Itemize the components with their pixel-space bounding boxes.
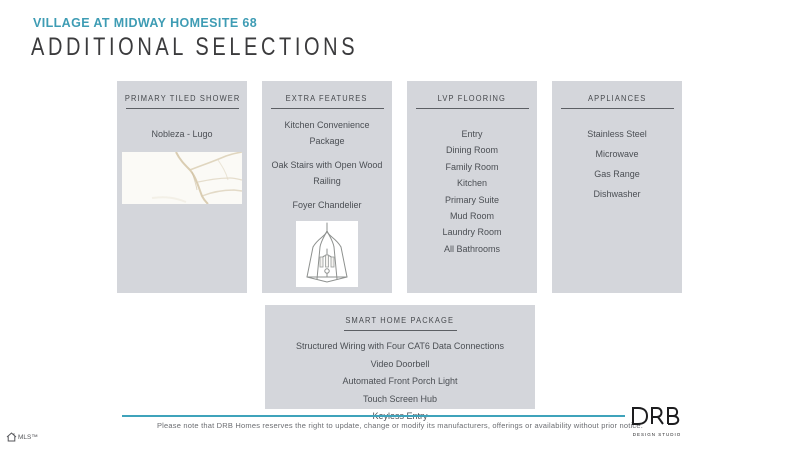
selection-item: Primary Suite: [444, 194, 499, 205]
card-primary-tiled-shower: [117, 81, 247, 293]
selection-list: [117, 129, 247, 140]
selection-item: Microwave: [595, 149, 639, 159]
page-title: ADDITIONAL SELECTIONS: [31, 33, 359, 61]
drb-logo-subtext: DESIGN STUDIO: [632, 432, 682, 437]
drb-design-studio-logo: [630, 406, 684, 437]
selection-list: [265, 341, 535, 422]
card-heading: APPLIANCES: [587, 93, 647, 103]
chandelier-line-drawing: [296, 221, 358, 287]
selection-item: Automated Front Porch Light: [342, 376, 458, 386]
heading-underline: [126, 108, 239, 109]
community-homesite-label: VILLAGE AT MIDWAY HOMESITE 68: [33, 16, 258, 30]
selection-item: Dishwasher: [593, 189, 641, 199]
selection-item: Kitchen: [456, 178, 488, 189]
selection-item: All Bathrooms: [443, 243, 501, 254]
selection-list: [262, 117, 392, 213]
card-heading: PRIMARY TILED SHOWER: [124, 93, 241, 103]
selection-item: Family Room: [445, 161, 499, 172]
selection-item: Dining Room: [445, 145, 499, 156]
card-heading: EXTRA FEATURES: [286, 93, 368, 103]
mls-watermark-text: MLS™: [18, 433, 38, 441]
selection-item: Touch Screen Hub: [362, 393, 438, 404]
card-lvp-flooring: [407, 81, 537, 293]
selection-item: Foyer Chandelier: [292, 200, 362, 210]
selection-item: Oak Stairs with Open Wood Railing: [271, 160, 383, 186]
heading-underline: [561, 108, 674, 109]
mls-watermark: [6, 432, 38, 442]
card-extra-features: [262, 81, 392, 293]
selection-list: [552, 129, 682, 200]
selection-list: [407, 129, 537, 255]
selection-item: Stainless Steel: [587, 129, 647, 139]
disclaimer-text: Please note that DRB Homes reserves the right to update, change or modify its manufacturers, offerings or availability without prior notice.: [156, 421, 643, 430]
marble-tile-swatch: [122, 152, 242, 204]
footer-accent-rule: [122, 415, 625, 417]
card-smart-home-package: [265, 305, 535, 409]
selection-item: Entry: [461, 129, 483, 139]
selection-item: Nobleza - Lugo: [151, 129, 213, 139]
selection-item: Kitchen Convenience Package: [284, 120, 370, 146]
selection-item: Video Doorbell: [370, 358, 430, 369]
card-heading: SMART HOME PACKAGE: [345, 315, 455, 325]
selection-item: Laundry Room: [442, 227, 502, 238]
selection-item: Mud Room: [449, 210, 494, 221]
heading-underline: [271, 108, 384, 109]
selection-item: Gas Range: [594, 169, 640, 179]
heading-underline: [344, 330, 457, 331]
drb-logo-letters: [630, 406, 684, 426]
heading-underline: [416, 108, 529, 109]
house-mls-watermark-icon: [6, 432, 17, 442]
selection-item: Structured Wiring with Four CAT6 Data Connections: [296, 341, 504, 351]
card-heading: LVP FLOORING: [437, 93, 507, 103]
card-appliances: [552, 81, 682, 293]
